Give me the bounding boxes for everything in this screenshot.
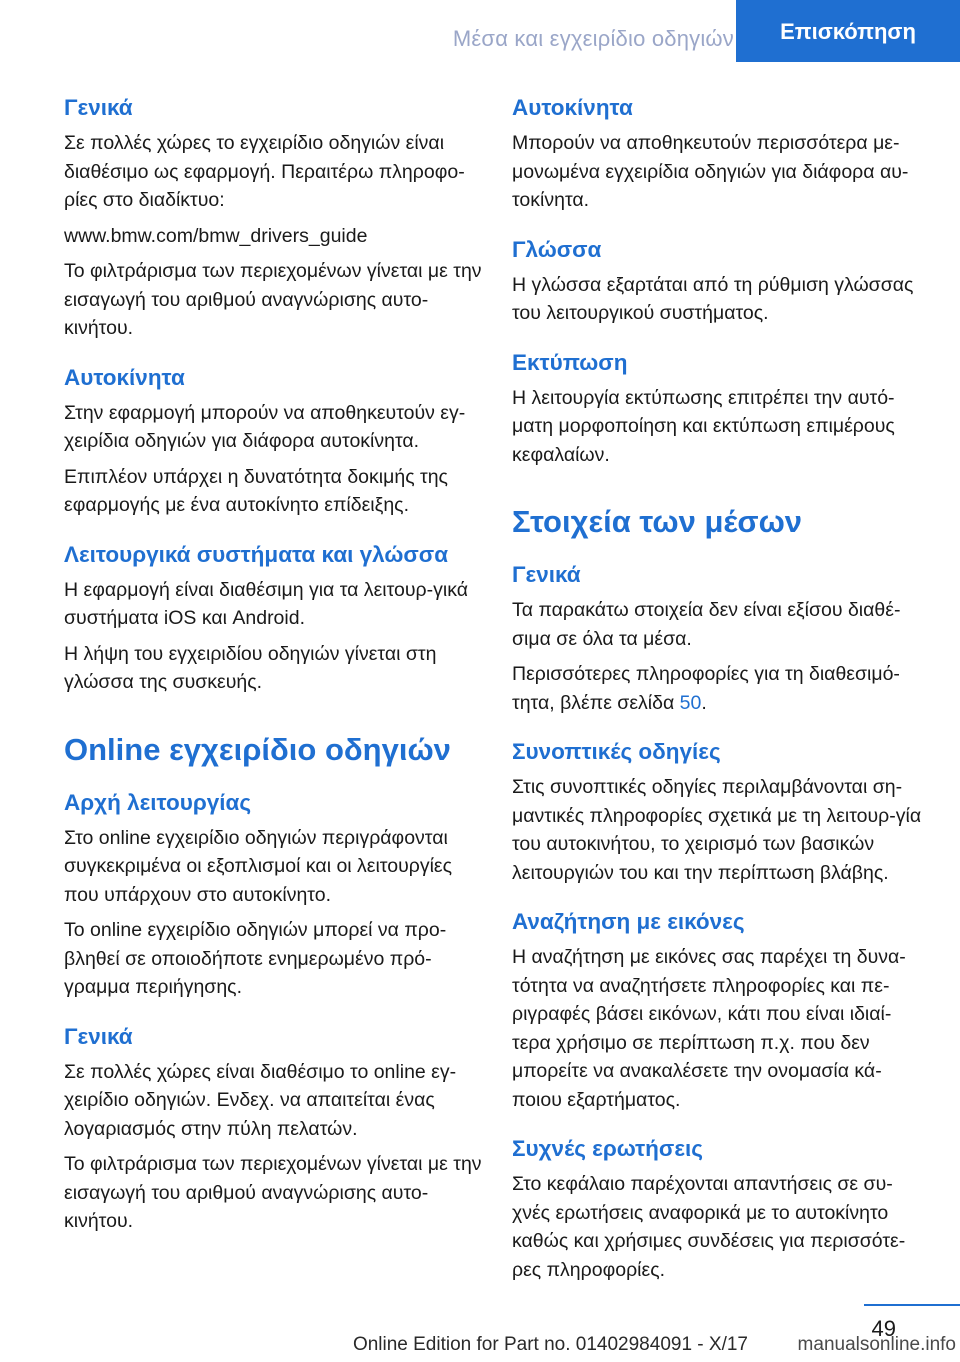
- section-general-media: [512, 561, 930, 717]
- paragraph: Στην εφαρμογή μπορούν να αποθηκευτούν εγ-χειρίδια οδηγιών για διάφορα αυτοκίνητα.: [64, 401, 466, 452]
- chapter-heading-media-elements: Στοιχεία των μέσων: [512, 504, 803, 539]
- section-vehicles-online: [512, 94, 930, 215]
- section-quick-guide: [512, 738, 930, 887]
- paragraph: Στο online εγχειρίδιο οδηγιών περιγράφονται συγκεκριμένα οι εξοπλισμοί και οι λειτουργίες που υπάρχουν στο αυτοκίνητο.: [64, 826, 453, 906]
- section-heading: Συνοπτικές οδηγίες: [512, 739, 721, 764]
- paragraph: Το φιλτράρισμα των περιεχομένων γίνεται με την εισαγωγή του αριθμού αναγνώρισης αυτο-κινήτου.: [64, 1153, 482, 1232]
- paragraph: Η εφαρμογή είναι διαθέσιμη για τα λειτουρ-γικά συστήματα iOS και Android.: [64, 578, 469, 629]
- section-general-online: [64, 1023, 482, 1236]
- watermark-text: manualsonline.info: [797, 1334, 956, 1355]
- paragraph: Η λήψη του εγχειριδίου οδηγιών γίνεται στη γλώσσα της συσκευής.: [64, 642, 437, 693]
- section-heading: Αυτοκίνητα: [64, 364, 185, 390]
- section-tab[interactable]: Επισκόπηση: [736, 0, 960, 62]
- section-heading: Αυτοκίνητα: [512, 95, 633, 120]
- left-column: [64, 94, 482, 1257]
- section-heading: Γλώσσα: [512, 236, 602, 262]
- page-link[interactable]: 50: [679, 691, 702, 714]
- edition-text: Online Edition for Part no. 01402984091 - X/17: [352, 1334, 748, 1355]
- url-text: www.bmw.com/bmw_drivers_guide: [64, 224, 368, 247]
- section-general-app: [64, 94, 482, 343]
- section-faq: [512, 1135, 930, 1284]
- section-heading: Εκτύπωση: [512, 349, 628, 375]
- page-number: 49: [871, 1316, 896, 1341]
- paragraph: Μπορούν να αποθηκευτούν περισσότερα με-μονωμένα εγχειρίδια οδηγιών για διάφορα αυ-τοκίνητα.: [512, 132, 909, 211]
- section-printing: [512, 349, 930, 470]
- paragraph-text: Περισσότερες πληροφορίες για τη διαθεσιμό-τητα, βλέπε σελίδα: [512, 663, 900, 714]
- paragraph: Επιπλέον υπάρχει η δυνατότητα δοκιμής της εφαρμογής με ένα αυτοκίνητο επίδειξης.: [64, 465, 448, 516]
- section-os-language: [64, 541, 482, 697]
- paragraph: Η λειτουργία εκτύπωσης επιτρέπει την αυτό-ματη μορφοποίηση και εκτύπωση επιμέρους κεφαλαίων.: [512, 386, 895, 466]
- page-header: [0, 0, 960, 62]
- paragraph: Η αναζήτηση με εικόνες σας παρέχει τη δυνα-τότητα να αναζητήσετε πληροφορίες και πε-ριγραφές βάσει εικόνων, κάτι που είναι ιδιαί-τερα χρήσιμο σε περίπτωση π.χ. που δεν μπορείτε να ανακαλέσετε την ονομασία κά-ποιου εξαρτήματος.: [512, 946, 906, 1111]
- section-language: [512, 236, 930, 328]
- paragraph: Το φιλτράρισμα των περιεχομένων γίνεται με την εισαγωγή του αριθμού αναγνώρισης αυτο-κινήτου.: [64, 260, 482, 339]
- section-heading: Λειτουργικά συστήματα και γλώσσα: [64, 541, 449, 567]
- paragraph: Στις συνοπτικές οδηγίες περιλαμβάνονται ση-μαντικές πληροφορίες σχετικά με τη λειτουρ-γία του αυτοκινήτου, το χειρισμό των βασικών λειτουργιών του και την περίπτωση βλάβης.: [512, 776, 922, 884]
- section-heading: Γενικά: [64, 1023, 133, 1049]
- paragraph: Στο κεφάλαιο παρέχονται απαντήσεις σε συ-χνές ερωτήσεις αναφορικά με το αυτοκίνητο καθώς και χρήσιμες συνδέσεις για περισσότε-ρες πληροφορίες.: [512, 1173, 906, 1281]
- section-heading: Συχνές ερωτήσεις: [512, 1136, 703, 1161]
- section-heading: Γενικά: [512, 562, 581, 587]
- paragraph: Τα παρακάτω στοιχεία δεν είναι εξίσου διαθέ-σιμα σε όλα τα μέσα.: [512, 599, 901, 650]
- paragraph-with-link: [512, 660, 930, 717]
- section-image-search: [512, 908, 930, 1114]
- section-principle: [64, 789, 482, 1002]
- chapter-heading-online-manual: Online εγχειρίδιο οδηγιών: [64, 731, 451, 767]
- chapter-title: Μέσα και εγχειρίδιο οδηγιών: [452, 26, 734, 51]
- section-heading: Αναζήτηση με εικόνες: [512, 909, 745, 934]
- paragraph: Η γλώσσα εξαρτάται από τη ρύθμιση γλώσσας του λειτουργικού συστήματος.: [512, 273, 914, 324]
- paragraph: Σε πολλές χώρες είναι διαθέσιμο το online εγ-χειρίδιο οδηγιών. Ενδεχ. να απαιτείται ένας λογαριασμός στην πύλη πελατών.: [64, 1060, 457, 1140]
- section-heading: Αρχή λειτουργίας: [64, 789, 252, 815]
- paragraph-end: .: [701, 691, 707, 714]
- footer-rule: [864, 1304, 960, 1306]
- paragraph: Το online εγχειρίδιο οδηγιών μπορεί να προ-βληθεί σε οποιοδήποτε ενημερωμένο πρό-γραμμα περιήγησης.: [64, 919, 447, 998]
- paragraph: Σε πολλές χώρες το εγχειρίδιο οδηγιών είναι διαθέσιμο ως εφαρμογή. Περαιτέρω πληροφο-ρίες στο διαδίκτυο:: [64, 132, 465, 211]
- section-heading: Γενικά: [64, 95, 133, 120]
- section-vehicles-app: [64, 364, 482, 520]
- right-column: [512, 94, 930, 1305]
